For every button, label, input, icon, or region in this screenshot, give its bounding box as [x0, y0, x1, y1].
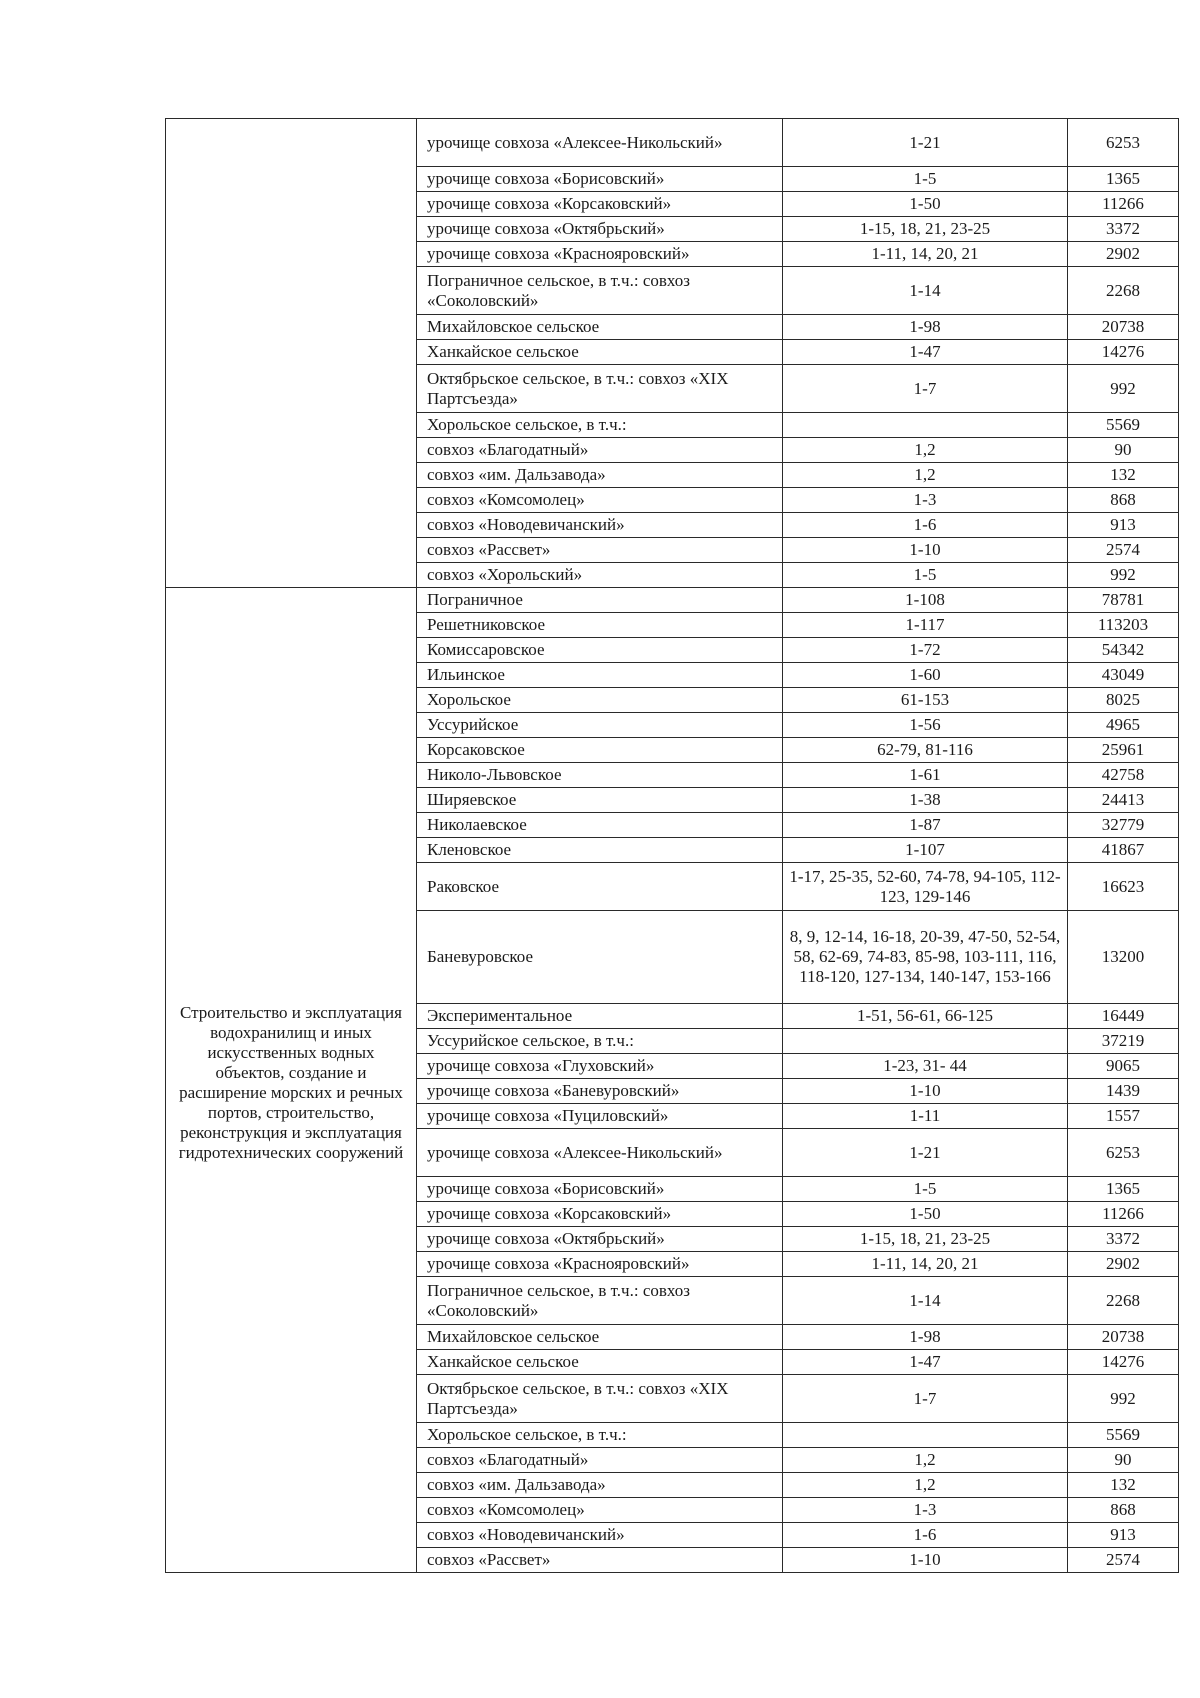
forestry-name-cell: Комиссаровское — [417, 638, 783, 663]
area-cell: 24413 — [1068, 788, 1179, 813]
forestry-name-cell: Пограничное сельское, в т.ч.: совхоз «Соколовский» — [417, 1277, 783, 1325]
forestry-name-cell: Пограничное — [417, 588, 783, 613]
quarters-cell: 62-79, 81-116 — [783, 738, 1068, 763]
area-cell: 1365 — [1068, 167, 1179, 192]
quarters-cell: 1,2 — [783, 1473, 1068, 1498]
purpose-cell — [166, 588, 417, 1573]
forestry-name-cell: урочище совхоза «Алексее-Никольский» — [417, 1129, 783, 1177]
quarters-cell: 61-153 — [783, 688, 1068, 713]
quarters-cell: 1-23, 31- 44 — [783, 1054, 1068, 1079]
area-cell: 1439 — [1068, 1079, 1179, 1104]
area-cell: 868 — [1068, 488, 1179, 513]
quarters-cell: 1-6 — [783, 513, 1068, 538]
quarters-cell: 1-21 — [783, 119, 1068, 167]
forestry-name-cell: Октябрьское сельское, в т.ч.: совхоз «XIX Партсъезда» — [417, 365, 783, 413]
quarters-cell: 1-10 — [783, 538, 1068, 563]
area-cell: 1365 — [1068, 1177, 1179, 1202]
forestry-name-cell: урочище совхоза «Краснояровский» — [417, 1252, 783, 1277]
forestry-name-cell: Пограничное сельское, в т.ч.: совхоз «Соколовский» — [417, 267, 783, 315]
area-cell: 2902 — [1068, 242, 1179, 267]
area-cell: 16449 — [1068, 1004, 1179, 1029]
forestry-name-cell: Михайловское сельское — [417, 1325, 783, 1350]
area-cell: 13200 — [1068, 911, 1179, 1004]
quarters-cell: 1-108 — [783, 588, 1068, 613]
forestry-name-cell: урочище совхоза «Краснояровский» — [417, 242, 783, 267]
area-cell: 2268 — [1068, 1277, 1179, 1325]
forestry-name-cell: урочище совхоза «Глуховский» — [417, 1054, 783, 1079]
area-cell: 113203 — [1068, 613, 1179, 638]
forestry-name-cell: Ильинское — [417, 663, 783, 688]
forestry-name-cell: Ширяевское — [417, 788, 783, 813]
area-cell: 2574 — [1068, 1548, 1179, 1573]
quarters-cell — [783, 1423, 1068, 1448]
area-cell: 90 — [1068, 1448, 1179, 1473]
purpose-cell — [166, 119, 417, 588]
area-cell: 11266 — [1068, 192, 1179, 217]
quarters-cell: 1-17, 25-35, 52-60, 74-78, 94-105, 112-123, 129-146 — [783, 863, 1068, 911]
area-cell: 1557 — [1068, 1104, 1179, 1129]
forestry-name-cell: урочище совхоза «Корсаковский» — [417, 192, 783, 217]
quarters-cell — [783, 413, 1068, 438]
area-cell: 2268 — [1068, 267, 1179, 315]
area-cell: 9065 — [1068, 1054, 1179, 1079]
forestry-name-cell: совхоз «Комсомолец» — [417, 1498, 783, 1523]
forestry-name-cell: совхоз «им. Дальзавода» — [417, 1473, 783, 1498]
area-cell: 54342 — [1068, 638, 1179, 663]
forestry-name-cell: совхоз «Новодевичанский» — [417, 513, 783, 538]
area-cell: 78781 — [1068, 588, 1179, 613]
area-cell: 992 — [1068, 365, 1179, 413]
quarters-cell: 1-47 — [783, 340, 1068, 365]
quarters-cell: 1-60 — [783, 663, 1068, 688]
quarters-cell: 1-15, 18, 21, 23-25 — [783, 1227, 1068, 1252]
quarters-cell: 1-21 — [783, 1129, 1068, 1177]
quarters-cell: 1-10 — [783, 1079, 1068, 1104]
area-cell: 6253 — [1068, 119, 1179, 167]
quarters-cell: 1,2 — [783, 1448, 1068, 1473]
forestry-name-cell: Михайловское сельское — [417, 315, 783, 340]
quarters-cell: 8, 9, 12-14, 16-18, 20-39, 47-50, 52-54, 58, 62-69, 74-83, 85-98, 103-111, 116, 118-120, 127-134, 140-147, 153-166 — [783, 911, 1068, 1004]
forestry-name-cell: Уссурийское — [417, 713, 783, 738]
forestry-name-cell: совхоз «Новодевичанский» — [417, 1523, 783, 1548]
area-cell: 913 — [1068, 1523, 1179, 1548]
area-cell: 14276 — [1068, 1350, 1179, 1375]
quarters-cell: 1-14 — [783, 267, 1068, 315]
forestry-name-cell: Уссурийское сельское, в т.ч.: — [417, 1029, 783, 1054]
forestry-name-cell: Экспериментальное — [417, 1004, 783, 1029]
quarters-cell: 1-117 — [783, 613, 1068, 638]
forestry-name-cell: Хорольское сельское, в т.ч.: — [417, 1423, 783, 1448]
quarters-cell: 1-50 — [783, 192, 1068, 217]
forestry-name-cell: урочище совхоза «Пуциловский» — [417, 1104, 783, 1129]
forestry-name-cell: совхоз «Благодатный» — [417, 1448, 783, 1473]
area-cell: 3372 — [1068, 217, 1179, 242]
quarters-cell: 1-10 — [783, 1548, 1068, 1573]
area-cell: 3372 — [1068, 1227, 1179, 1252]
area-cell: 42758 — [1068, 763, 1179, 788]
quarters-cell: 1-11, 14, 20, 21 — [783, 242, 1068, 267]
table-body — [166, 119, 1179, 1573]
forestry-name-cell: совхоз «Благодатный» — [417, 438, 783, 463]
quarters-cell: 1-38 — [783, 788, 1068, 813]
forestry-name-cell: Николаевское — [417, 813, 783, 838]
quarters-cell: 1-98 — [783, 1325, 1068, 1350]
forestry-name-cell: Корсаковское — [417, 738, 783, 763]
quarters-cell: 1-3 — [783, 488, 1068, 513]
area-cell: 868 — [1068, 1498, 1179, 1523]
forestry-name-cell: Баневуровское — [417, 911, 783, 1004]
quarters-cell: 1-47 — [783, 1350, 1068, 1375]
area-cell: 2902 — [1068, 1252, 1179, 1277]
forestry-name-cell: совхоз «Рассвет» — [417, 538, 783, 563]
area-cell: 992 — [1068, 563, 1179, 588]
area-cell: 6253 — [1068, 1129, 1179, 1177]
forest-quarters-table — [165, 118, 1179, 1573]
forestry-name-cell: Николо-Львовское — [417, 763, 783, 788]
quarters-cell: 1-56 — [783, 713, 1068, 738]
area-cell: 132 — [1068, 1473, 1179, 1498]
quarters-cell: 1-11 — [783, 1104, 1068, 1129]
forestry-name-cell: совхоз «Хорольский» — [417, 563, 783, 588]
quarters-cell: 1-5 — [783, 167, 1068, 192]
area-cell: 5569 — [1068, 413, 1179, 438]
area-cell: 913 — [1068, 513, 1179, 538]
table-row — [166, 588, 1179, 613]
forestry-name-cell: Ханкайское сельское — [417, 340, 783, 365]
quarters-cell: 1-61 — [783, 763, 1068, 788]
quarters-cell: 1-14 — [783, 1277, 1068, 1325]
quarters-cell: 1-5 — [783, 1177, 1068, 1202]
area-cell: 25961 — [1068, 738, 1179, 763]
area-cell: 14276 — [1068, 340, 1179, 365]
forestry-name-cell: урочище совхоза «Борисовский» — [417, 167, 783, 192]
forestry-name-cell: совхоз «Рассвет» — [417, 1548, 783, 1573]
quarters-cell: 1-51, 56-61, 66-125 — [783, 1004, 1068, 1029]
area-cell: 4965 — [1068, 713, 1179, 738]
forestry-name-cell: совхоз «Комсомолец» — [417, 488, 783, 513]
forestry-name-cell: Хорольское — [417, 688, 783, 713]
quarters-cell: 1-72 — [783, 638, 1068, 663]
quarters-cell: 1,2 — [783, 438, 1068, 463]
area-cell: 5569 — [1068, 1423, 1179, 1448]
forestry-name-cell: Раковское — [417, 863, 783, 911]
area-cell: 2574 — [1068, 538, 1179, 563]
forestry-name-cell: Октябрьское сельское, в т.ч.: совхоз «XIX Партсъезда» — [417, 1375, 783, 1423]
forestry-name-cell: урочище совхоза «Корсаковский» — [417, 1202, 783, 1227]
area-cell: 20738 — [1068, 1325, 1179, 1350]
quarters-cell: 1-11, 14, 20, 21 — [783, 1252, 1068, 1277]
purpose-label: Строительство и эксплуатация водохранилищ и иных искусственных водных объектов, создание и расширение морских и речных портов, строительство, реконструкция и эксплуатация гидротехнических сооружений — [178, 1003, 404, 1162]
area-cell: 8025 — [1068, 688, 1179, 713]
quarters-cell: 1-7 — [783, 1375, 1068, 1423]
quarters-cell: 1-7 — [783, 365, 1068, 413]
area-cell: 16623 — [1068, 863, 1179, 911]
area-cell: 43049 — [1068, 663, 1179, 688]
area-cell: 90 — [1068, 438, 1179, 463]
area-cell: 11266 — [1068, 1202, 1179, 1227]
quarters-cell: 1-5 — [783, 563, 1068, 588]
forestry-name-cell: урочище совхоза «Борисовский» — [417, 1177, 783, 1202]
forestry-name-cell: урочище совхоза «Октябрьский» — [417, 217, 783, 242]
forestry-name-cell: Ханкайское сельское — [417, 1350, 783, 1375]
forestry-name-cell: совхоз «им. Дальзавода» — [417, 463, 783, 488]
area-cell: 132 — [1068, 463, 1179, 488]
forestry-name-cell: Решетниковское — [417, 613, 783, 638]
quarters-cell: 1-87 — [783, 813, 1068, 838]
forestry-name-cell: урочище совхоза «Алексее-Никольский» — [417, 119, 783, 167]
area-cell: 32779 — [1068, 813, 1179, 838]
quarters-cell — [783, 1029, 1068, 1054]
area-cell: 992 — [1068, 1375, 1179, 1423]
forestry-name-cell: урочище совхоза «Октябрьский» — [417, 1227, 783, 1252]
forestry-name-cell: Хорольское сельское, в т.ч.: — [417, 413, 783, 438]
forestry-name-cell: урочище совхоза «Баневуровский» — [417, 1079, 783, 1104]
quarters-cell: 1-6 — [783, 1523, 1068, 1548]
quarters-cell: 1-98 — [783, 315, 1068, 340]
quarters-cell: 1-3 — [783, 1498, 1068, 1523]
area-cell: 41867 — [1068, 838, 1179, 863]
table-row — [166, 119, 1179, 167]
area-cell: 20738 — [1068, 315, 1179, 340]
quarters-cell: 1-107 — [783, 838, 1068, 863]
quarters-cell: 1-15, 18, 21, 23-25 — [783, 217, 1068, 242]
area-cell: 37219 — [1068, 1029, 1179, 1054]
quarters-cell: 1,2 — [783, 463, 1068, 488]
quarters-cell: 1-50 — [783, 1202, 1068, 1227]
forestry-name-cell: Кленовское — [417, 838, 783, 863]
